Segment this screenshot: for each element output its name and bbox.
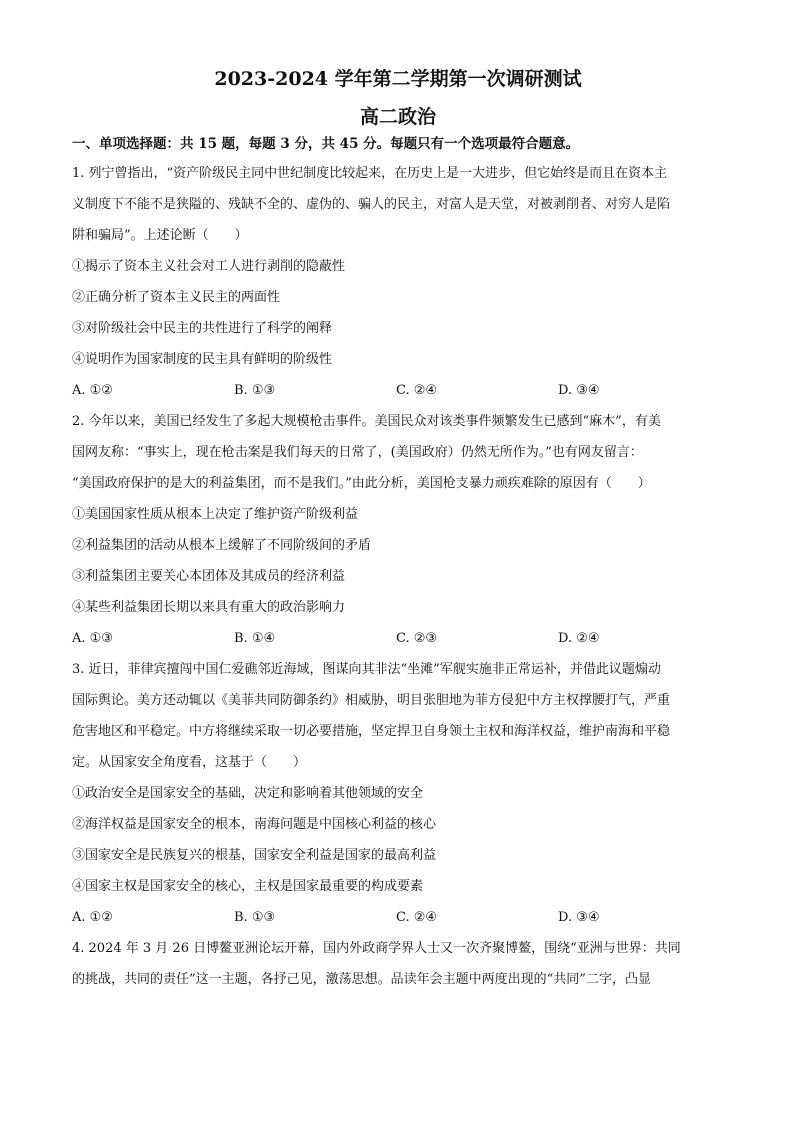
choice-a: A. ①③: [72, 631, 113, 646]
choice-c: C. ②③: [396, 631, 438, 646]
answer-choices: [72, 623, 724, 654]
answer-choices: [72, 375, 724, 406]
statement-option: ④某些利益集团长期以来具有重大的政治影响力: [72, 600, 346, 615]
choice-a: A. ①②: [72, 383, 113, 398]
choice-c: C. ②④: [396, 910, 438, 925]
statement-option: ③对阶级社会中民主的共性进行了科学的阐释: [72, 321, 333, 336]
question-1: [72, 158, 724, 406]
statement-option: ③利益集团主要关心本团体及其成员的经济利益: [72, 569, 346, 584]
question-stem-line: 阱和骗局”。上述论断（ ）: [72, 228, 248, 243]
answer-choices: [72, 902, 724, 933]
choice-c: C. ②④: [396, 383, 438, 398]
question-stem-line: 国际舆论。美方还动辄以《美菲共同防御条约》相威胁，明目张胆地为菲方侵犯中方主权撑腰打气，严重: [72, 693, 671, 708]
question-stem-line: 3. 近日，菲律宾擅闯中国仁爱礁邻近海域，图谋向其非法“坐滩”军舰实施非正常运补，并借此议题煽动: [72, 662, 661, 677]
question-stem-line: 危害地区和平稳定。中方将继续采取一切必要措施，坚定捍卫自身领土主权和海洋权益，维护南海和平稳: [72, 724, 671, 739]
choice-b: B. ①③: [234, 910, 276, 925]
question-2: [72, 406, 724, 654]
question-stem-line: 义制度下不能不是狭隘的、残缺不全的、虚伪的、骗人的民主，对富人是天堂，对被剥削者、对穷人是陷: [72, 197, 671, 212]
choice-b: B. ①③: [234, 383, 276, 398]
question-4: [72, 933, 724, 995]
question-3: [72, 654, 724, 933]
statement-option: ②利益集团的活动从根本上缓解了不同阶级间的矛盾: [72, 538, 372, 553]
statement-option: ①揭示了资本主义社会对工人进行剥削的隐蔽性: [72, 259, 346, 274]
statement-option: ④说明作为国家制度的民主具有鲜明的阶级性: [72, 352, 333, 367]
statement-option: ③国家安全是民族复兴的根基，国家安全利益是国家的最高利益: [72, 848, 437, 863]
question-stem-line: 的挑战，共同的责任”这一主题，各抒己见，激荡思想。品读年会主题中两度出现的“共同”二字，凸显: [72, 972, 651, 987]
choice-d: D. ③④: [558, 383, 600, 398]
question-stem-line: “美国政府保护的是大的利益集团，而不是我们。”由此分析，美国枪支暴力顽疾难除的原因有（ ）: [72, 476, 651, 491]
question-stem-line: 定。从国家安全角度看，这基于（ ）: [72, 755, 307, 770]
choice-d: D. ②④: [558, 631, 600, 646]
question-stem-line: 2. 今年以来，美国已经发生了多起大规模枪击事件。美国民众对该类事件频繁发生已感到“麻木”，有美: [72, 414, 661, 429]
question-stem-line: 国网友称：“事实上，现在枪击案是我们每天的日常了，(美国政府）仍然无所作为。”也有网友留言：: [72, 445, 643, 460]
exam-subject: 高二政治: [359, 106, 436, 128]
exam-title: 2023-2024 学年第二学期第一次调研测试: [214, 68, 582, 90]
choice-d: D. ③④: [558, 910, 600, 925]
question-stem-line: 4. 2024 年 3 月 26 日博鳌亚洲论坛开幕，国内外政商学界人士又一次齐聚博鳌，围绕“亚洲与世界：共同: [72, 941, 681, 956]
statement-option: ②正确分析了资本主义民主的两面性: [72, 290, 281, 305]
statement-option: ①美国国家性质从根本上决定了维护资产阶级利益: [72, 507, 359, 522]
statement-option: ④国家主权是国家安全的核心，主权是国家最重要的构成要素: [72, 879, 424, 894]
section-heading: 一、单项选择题：共 15 题，每题 3 分，共 45 分。每题只有一个选项最符合题意。: [72, 136, 580, 152]
statement-option: ②海洋权益是国家安全的根本，南海问题是中国核心利益的核心: [72, 817, 437, 832]
question-stem-line: 1. 列宁曾指出，“资产阶级民主同中世纪制度比较起来，在历史上是一大进步，但它始终是而且在资本主: [72, 166, 668, 181]
statement-option: ①政治安全是国家安全的基础，决定和影响着其他领域的安全: [72, 786, 424, 801]
choice-a: A. ①②: [72, 910, 113, 925]
exam-page: [72, 66, 724, 995]
choice-b: B. ①④: [234, 631, 276, 646]
